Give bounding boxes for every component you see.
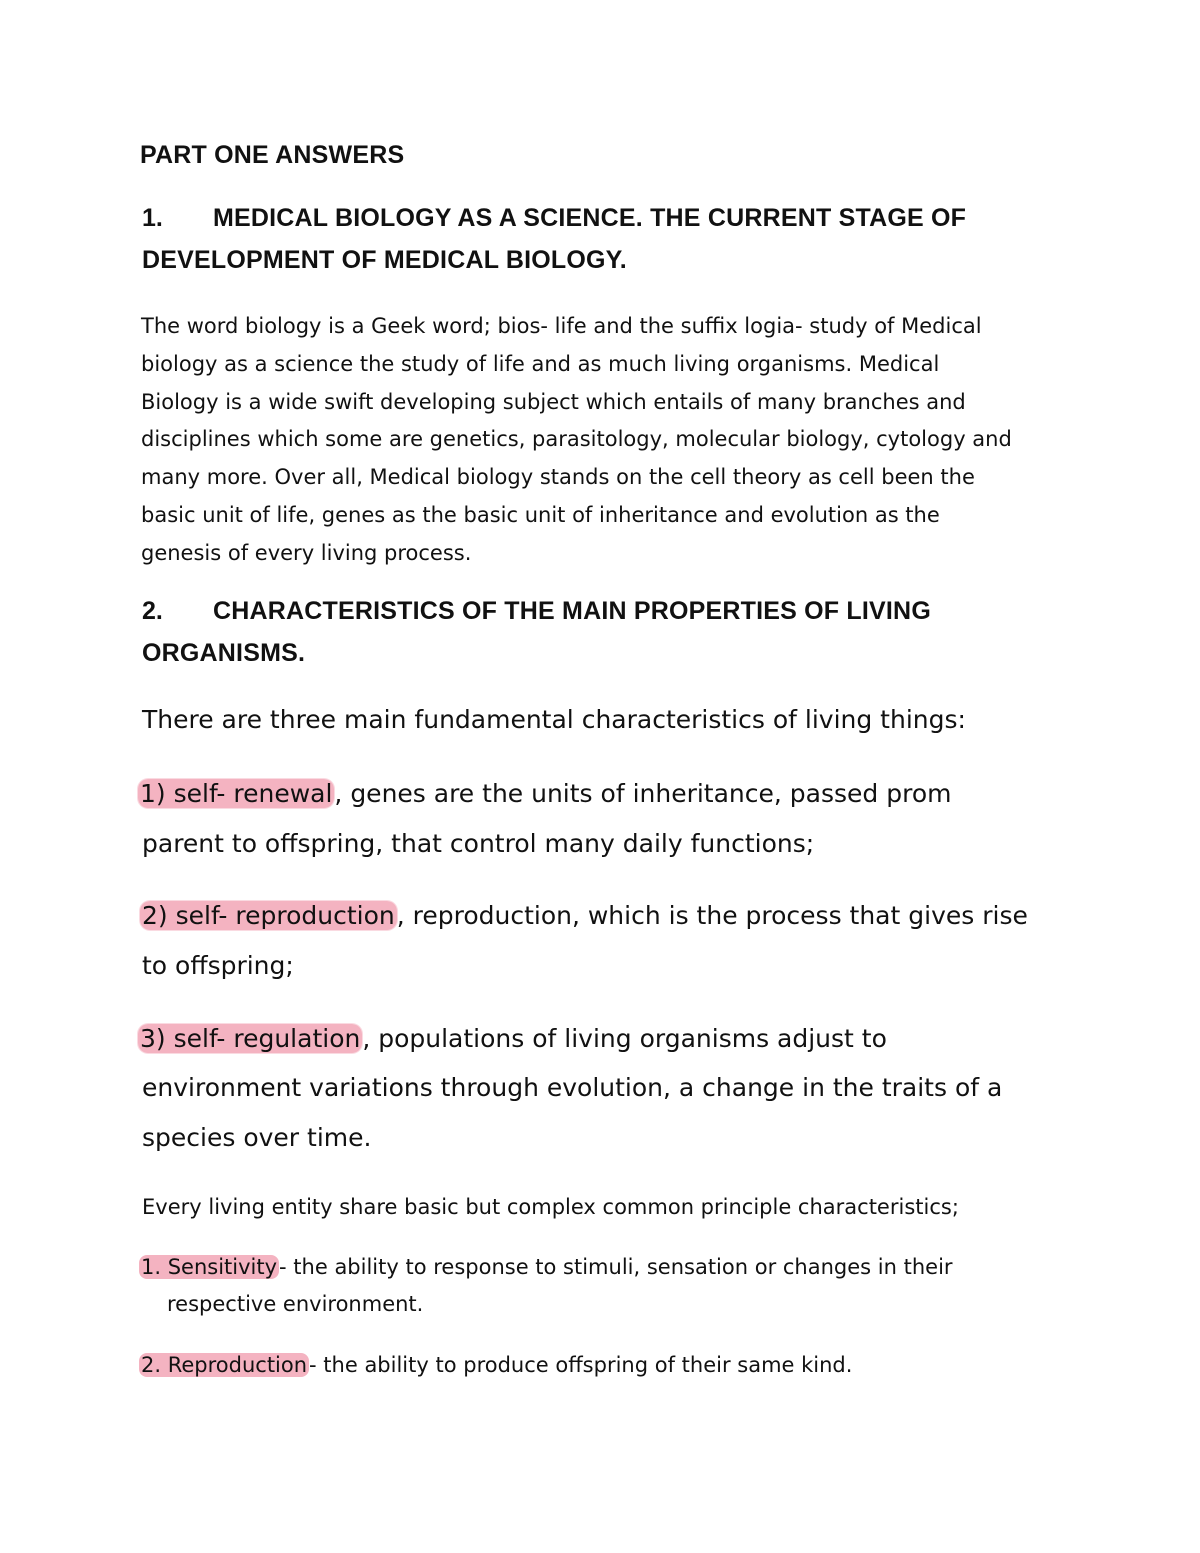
highlight-self-reproduction: 2) self- reproduction: [142, 901, 395, 930]
section-2-heading-line2: ORGANISMS.: [142, 639, 306, 667]
section-1-body-line: Biology is a wide swift developing subject which entails of many branches and: [141, 390, 966, 414]
characteristic-item-2-text: , reproduction, which is the process that gives rise: [396, 901, 1028, 930]
principles-intro: Every living entity share basic but complex common principle characteristics;: [142, 1195, 959, 1219]
characteristic-item-1: [140, 779, 951, 808]
principle-item-1: [141, 1255, 953, 1279]
highlight-self-regulation: 3) self- regulation: [140, 1024, 361, 1053]
section-2-heading-line1: CHARACTERISTICS OF THE MAIN PROPERTIES OF LIVING: [213, 597, 931, 625]
characteristic-item-2-line2: to offspring;: [142, 951, 294, 980]
section-1-number: 1.: [142, 204, 163, 232]
section-1-body-line: The word biology is a Geek word; bios- life and the suffix logia- study of Medical: [141, 314, 982, 338]
characteristic-item-3-text: , populations of living organisms adjust to: [362, 1024, 887, 1053]
section-1-heading-line1: MEDICAL BIOLOGY AS A SCIENCE. THE CURRENT STAGE OF: [213, 204, 967, 232]
characteristic-item-3-line2: environment variations through evolution, a change in the traits of a: [142, 1073, 1003, 1102]
characteristic-item-3-line3: species over time.: [142, 1123, 372, 1152]
principle-item-1-line2: respective environment.: [167, 1292, 424, 1316]
section-1-body-line: many more. Over all, Medical biology stands on the cell theory as cell been the: [141, 465, 975, 489]
section-1-body-line: basic unit of life, genes as the basic unit of inheritance and evolution as the: [141, 503, 940, 527]
highlight-self-renewal: 1) self- renewal: [140, 779, 333, 808]
highlight-sensitivity: 1. Sensitivity: [141, 1255, 278, 1279]
highlight-reproduction: 2. Reproduction: [141, 1353, 308, 1377]
principle-item-2-text: - the ability to produce offspring of their same kind.: [309, 1353, 853, 1377]
characteristic-item-2: [142, 901, 1028, 930]
characteristic-item-1-line2: parent to offspring, that control many daily functions;: [142, 829, 815, 858]
section-1-body-line: disciplines which some are genetics, parasitology, molecular biology, cytology and: [141, 427, 1012, 451]
page-title: PART ONE ANSWERS: [140, 141, 405, 169]
principle-item-2: [141, 1353, 852, 1377]
section-2-intro: There are three main fundamental characteristics of living things:: [142, 705, 966, 734]
characteristic-item-3: [140, 1024, 887, 1053]
section-1-body-line: biology as a science the study of life and as much living organisms. Medical: [141, 352, 940, 376]
section-2-number: 2.: [142, 597, 163, 625]
section-1-heading-line2: DEVELOPMENT OF MEDICAL BIOLOGY.: [142, 246, 627, 274]
principle-item-1-text: - the ability to response to stimuli, sensation or changes in their: [279, 1255, 953, 1279]
section-1-body-line: genesis of every living process.: [141, 541, 472, 565]
characteristic-item-1-text: , genes are the units of inheritance, passed prom: [334, 779, 952, 808]
